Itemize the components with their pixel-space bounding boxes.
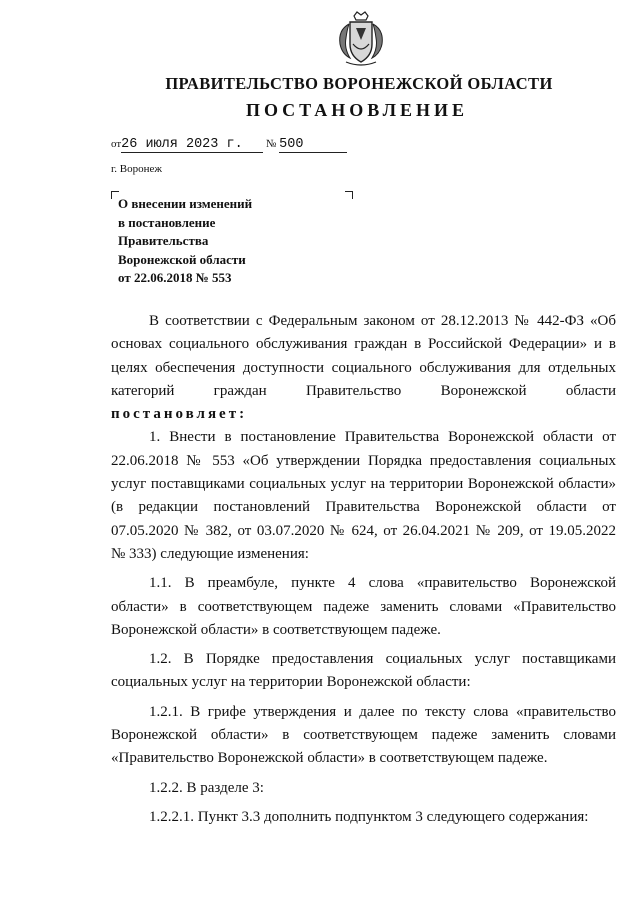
text-line: 07.05.2020 № 382, от 03.07.2020 № 624, от 26.04.2021 № 209, от 19.05.2022 [111, 522, 616, 539]
subject-line: Воронежской области [118, 251, 246, 267]
text-line: Воронежской области» в соответствующем падеже заменить словами [111, 727, 616, 744]
document-body [111, 310, 616, 829]
subject-line: О внесении изменений [118, 196, 253, 211]
document-type: ПОСТАНОВЛЕНИЕ [245, 100, 469, 120]
text-line: «Правительство Воронежской области» в соответствующем падеже. [111, 750, 548, 767]
text-line: № 333) следующие изменения: [111, 545, 309, 562]
text-line: (в редакции постановлений Правительства Воронежской области от [111, 499, 616, 516]
text-line: социальных услуг на территории Воронежской области: [111, 674, 471, 691]
paragraph-1-1 [111, 572, 616, 642]
paragraph-1-2-2: 1.2.2. В разделе 3: [149, 779, 264, 796]
text-line: Воронежской области» в соответствующем падеже. [111, 621, 441, 638]
date-number-line [111, 138, 347, 153]
subject-line: от 22.06.2018 № 553 [118, 270, 232, 285]
paragraph-1-2-1 [111, 701, 616, 771]
text-line: 1.2.1. В грифе утверждения и далее по тексту слова «правительство [149, 703, 616, 720]
subject-line: Правительства [118, 233, 209, 248]
text-line: В соответствии с Федеральным законом от 28.12.2013 № 442-ФЗ «Об [149, 313, 616, 329]
document-number: 500 [279, 138, 347, 153]
text-line: основах социального обслуживания граждан в Российской Федерации» и в [111, 336, 616, 353]
text-line: 1.1. В преамбуле, пункте 4 слова «правительство Воронежской [149, 575, 616, 592]
city-name: г. Воронеж [111, 163, 162, 175]
text-line: услуг поставщиками социальных услуг на территории Воронежской области» [111, 476, 616, 493]
document-subject [118, 195, 358, 288]
subject-line: в постановление [118, 214, 216, 230]
text-line: области» в соответствующем падеже заменить словами «Правительство [111, 598, 616, 615]
organization-title: ПРАВИТЕЛЬСТВО ВОРОНЕЖСКОЙ ОБЛАСТИ [165, 74, 553, 93]
paragraph-1 [111, 426, 616, 566]
text-line: целях обеспечения доступности социального обслуживания для отдельных [111, 359, 616, 376]
resolves-word: постановляет: [111, 406, 248, 423]
paragraph-1-2-2-1: 1.2.2.1. Пункт 3.3 дополнить подпунктом 3 следующего содержания: [149, 808, 589, 825]
text-line: 1. Внести в постановление Правительства Воронежской области от [149, 429, 616, 446]
text-line: 22.06.2018 № 553 «Об утверждении Порядка предоставления социальных [111, 452, 616, 469]
document-date: 26 июля 2023 г. [121, 138, 263, 153]
text-line: 1.2. В Порядке предоставления социальных услуг поставщиками [149, 651, 616, 668]
paragraph-1-2 [111, 648, 616, 695]
coat-of-arms-icon [334, 10, 388, 68]
text-line: категорий граждан Правительство Воронежской области [111, 382, 616, 399]
preamble-paragraph [111, 310, 616, 426]
date-prefix: от [111, 138, 122, 150]
number-prefix: № [265, 138, 277, 150]
